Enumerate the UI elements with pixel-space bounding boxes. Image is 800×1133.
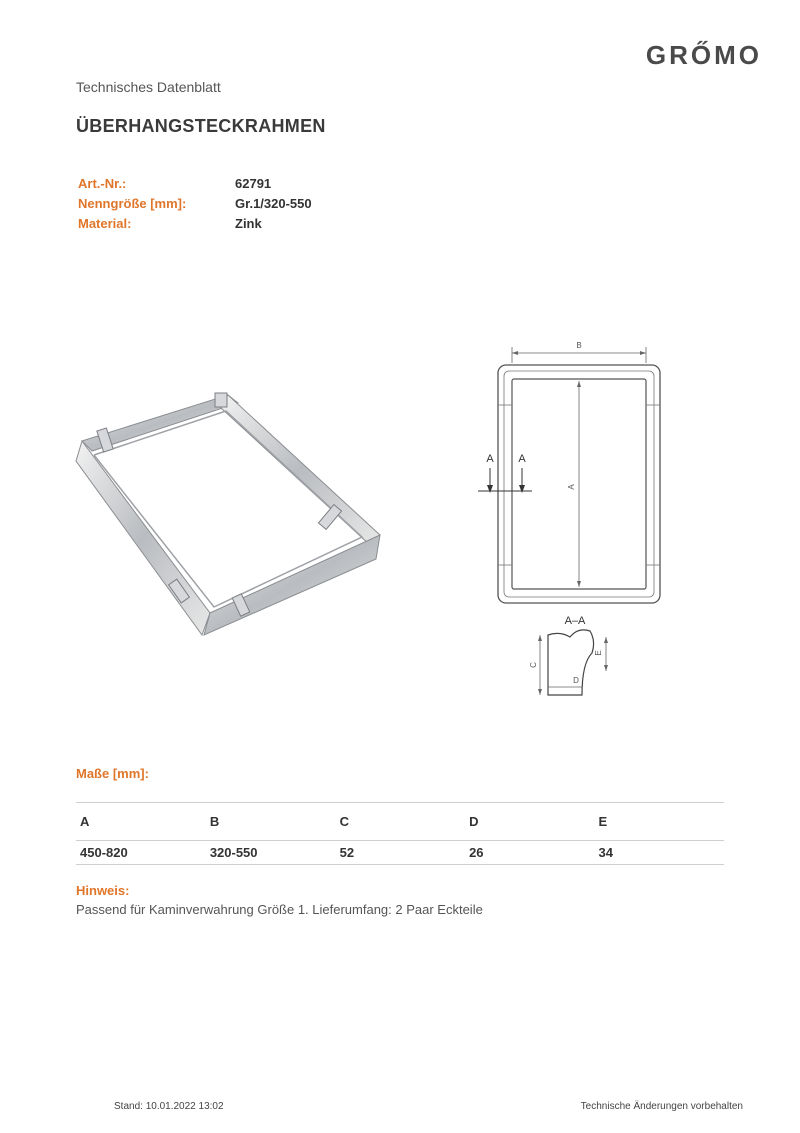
- column-header: D: [465, 803, 594, 841]
- table-cell: 52: [336, 841, 465, 865]
- product-image: [70, 385, 390, 650]
- column-header: A: [76, 803, 206, 841]
- dimension-label-c: C: [529, 662, 538, 668]
- property-label: Art.-Nr.:: [78, 176, 127, 191]
- dimension-label-a: A: [567, 484, 576, 490]
- property-value: Gr.1/320-550: [235, 196, 312, 211]
- table-cell: 450-820: [76, 841, 206, 865]
- column-header: E: [595, 803, 725, 841]
- property-label: Material:: [78, 216, 132, 231]
- dimension-label-e: E: [594, 650, 603, 656]
- property-label: Nenngröße [mm]:: [78, 196, 187, 211]
- table-row: [76, 841, 724, 865]
- property-row: [78, 214, 312, 234]
- section-label-left: A: [486, 453, 494, 465]
- note-heading: Hinweis:: [76, 883, 130, 898]
- document-type: Technisches Datenblatt: [76, 79, 221, 95]
- product-properties: [78, 174, 312, 234]
- section-title: A–A: [564, 615, 586, 627]
- brand-logo: GRŐMO: [645, 40, 762, 70]
- section-label-right: A: [518, 453, 526, 465]
- product-title: ÜBERHANGSTECKRAHMEN: [76, 116, 326, 136]
- table-cell: 26: [465, 841, 594, 865]
- table-cell: 34: [595, 841, 725, 865]
- property-value: Zink: [235, 216, 262, 231]
- property-row: [78, 194, 312, 214]
- footer-disclaimer: Technische Änderungen vorbehalten: [580, 1101, 743, 1112]
- dimensions-heading: Maße [mm]:: [76, 766, 149, 781]
- column-header: B: [206, 803, 336, 841]
- table-header-row: [76, 803, 724, 841]
- column-header: C: [336, 803, 465, 841]
- dimension-label-d: D: [573, 676, 579, 685]
- dimensions-table: [76, 802, 724, 865]
- table-cell: 320-550: [206, 841, 336, 865]
- note-text: Passend für Kaminverwahrung Größe 1. Lieferumfang: 2 Paar Eckteile: [76, 902, 483, 917]
- technical-drawing: [470, 335, 680, 705]
- dimension-label-b: B: [576, 341, 582, 350]
- property-value: 62791: [235, 176, 272, 191]
- property-row: [78, 174, 312, 194]
- footer-date: Stand: 10.01.2022 13:02: [114, 1101, 224, 1112]
